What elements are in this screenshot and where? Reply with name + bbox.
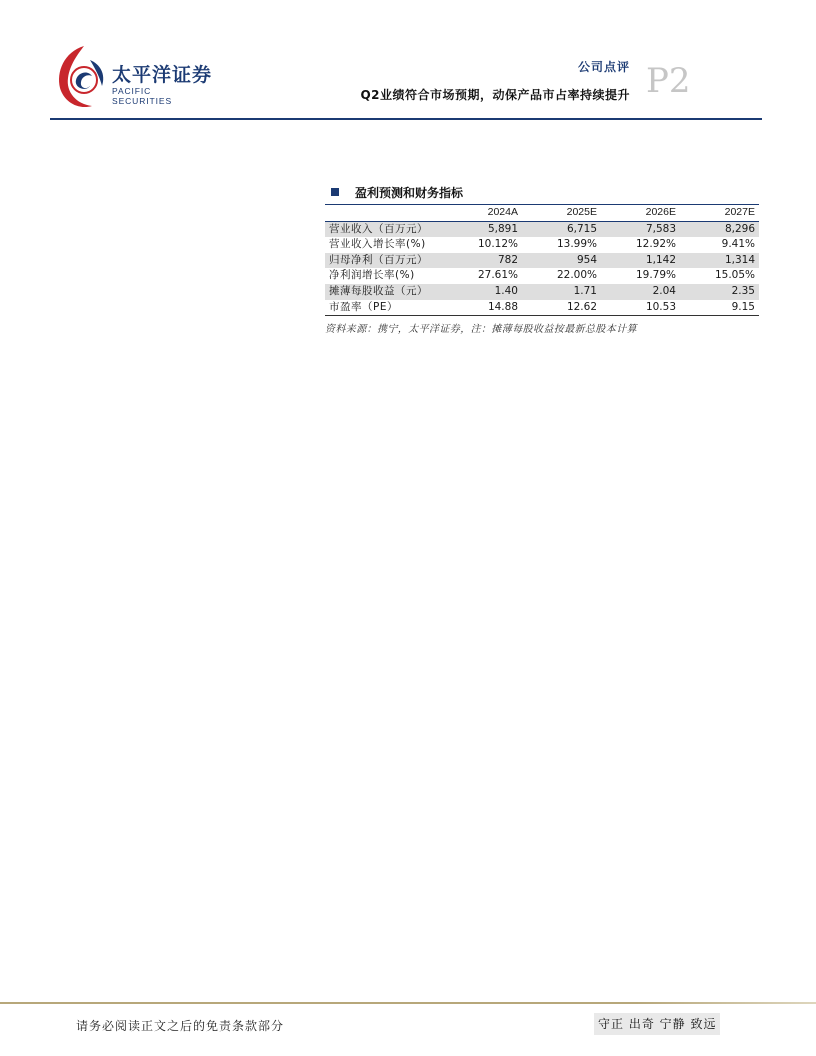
table-cell: 1.40 <box>443 284 522 300</box>
table-cell: 2.35 <box>680 284 759 300</box>
table-header-row <box>325 205 759 222</box>
column-header: 2027E <box>680 205 759 222</box>
table-cell: 13.99% <box>556 238 597 251</box>
column-header: 2024A <box>443 205 522 222</box>
row-label: 净利润增长率(%) <box>329 269 415 282</box>
table-cell: 15.05% <box>714 269 755 282</box>
logo-text-en: PACIFIC SECURITIES <box>112 86 173 106</box>
footer-slogan: 守正 出奇 宁静 致远 <box>594 1013 720 1035</box>
row-label: 摊薄每股收益（元） <box>325 284 443 300</box>
table-cell: 7,583 <box>601 221 680 237</box>
table-cell: 19.79% <box>635 269 676 282</box>
table-cell: 12.92% <box>635 238 676 251</box>
section-bullet-icon <box>331 188 339 196</box>
report-type: 公司点评 <box>577 60 630 74</box>
section-heading <box>325 182 759 202</box>
row-label: 营业收入（百万元） <box>325 221 443 237</box>
financial-table <box>325 204 759 316</box>
table-row <box>325 268 759 284</box>
header-divider <box>50 118 762 120</box>
table-cell: 2.04 <box>601 284 680 300</box>
table-cell: 1.71 <box>522 284 601 300</box>
table-cell: 14.88 <box>443 300 522 316</box>
footer-disclaimer: 请务必阅读正文之后的免责条款部分 <box>76 1019 285 1033</box>
table-cell: 782 <box>443 253 522 269</box>
table-row <box>325 284 759 300</box>
row-label: 营业收入增长率(%) <box>329 238 426 251</box>
report-title: Q2业绩符合市场预期，动保产品市占率持续提升 <box>360 88 630 102</box>
table-row <box>325 300 759 316</box>
pacific-securities-logo-icon <box>54 42 110 114</box>
column-header: 2025E <box>522 205 601 222</box>
table-cell: 12.62 <box>522 300 601 316</box>
column-header: 2026E <box>601 205 680 222</box>
footer-divider <box>0 1002 816 1004</box>
table-row <box>325 237 759 253</box>
table-cell: 9.41% <box>721 238 755 251</box>
logo-text-cn: 太平洋证券 <box>112 64 213 86</box>
table-cell: 10.12% <box>477 238 518 251</box>
table-cell: 22.00% <box>556 269 597 282</box>
forecast-section <box>325 182 759 335</box>
row-label: 归母净利（百万元） <box>325 253 443 269</box>
section-title: 盈利预测和财务指标 <box>355 185 464 200</box>
row-label: 市盈率（PE） <box>325 300 443 316</box>
table-cell: 6,715 <box>522 221 601 237</box>
page-number: P2 <box>646 61 691 101</box>
table-cell: 5,891 <box>443 221 522 237</box>
table-cell: 954 <box>522 253 601 269</box>
column-header <box>325 205 443 222</box>
table-cell: 27.61% <box>477 269 518 282</box>
table-cell: 8,296 <box>680 221 759 237</box>
table-source-note: 资料来源：携宁，太平洋证券，注：摊薄每股收益按最新总股本计算 <box>325 324 637 336</box>
table-row <box>325 221 759 237</box>
table-cell: 10.53 <box>601 300 680 316</box>
table-row <box>325 253 759 269</box>
table-cell: 1,142 <box>601 253 680 269</box>
company-logo <box>54 42 214 114</box>
table-cell: 9.15 <box>680 300 759 316</box>
table-cell: 1,314 <box>680 253 759 269</box>
